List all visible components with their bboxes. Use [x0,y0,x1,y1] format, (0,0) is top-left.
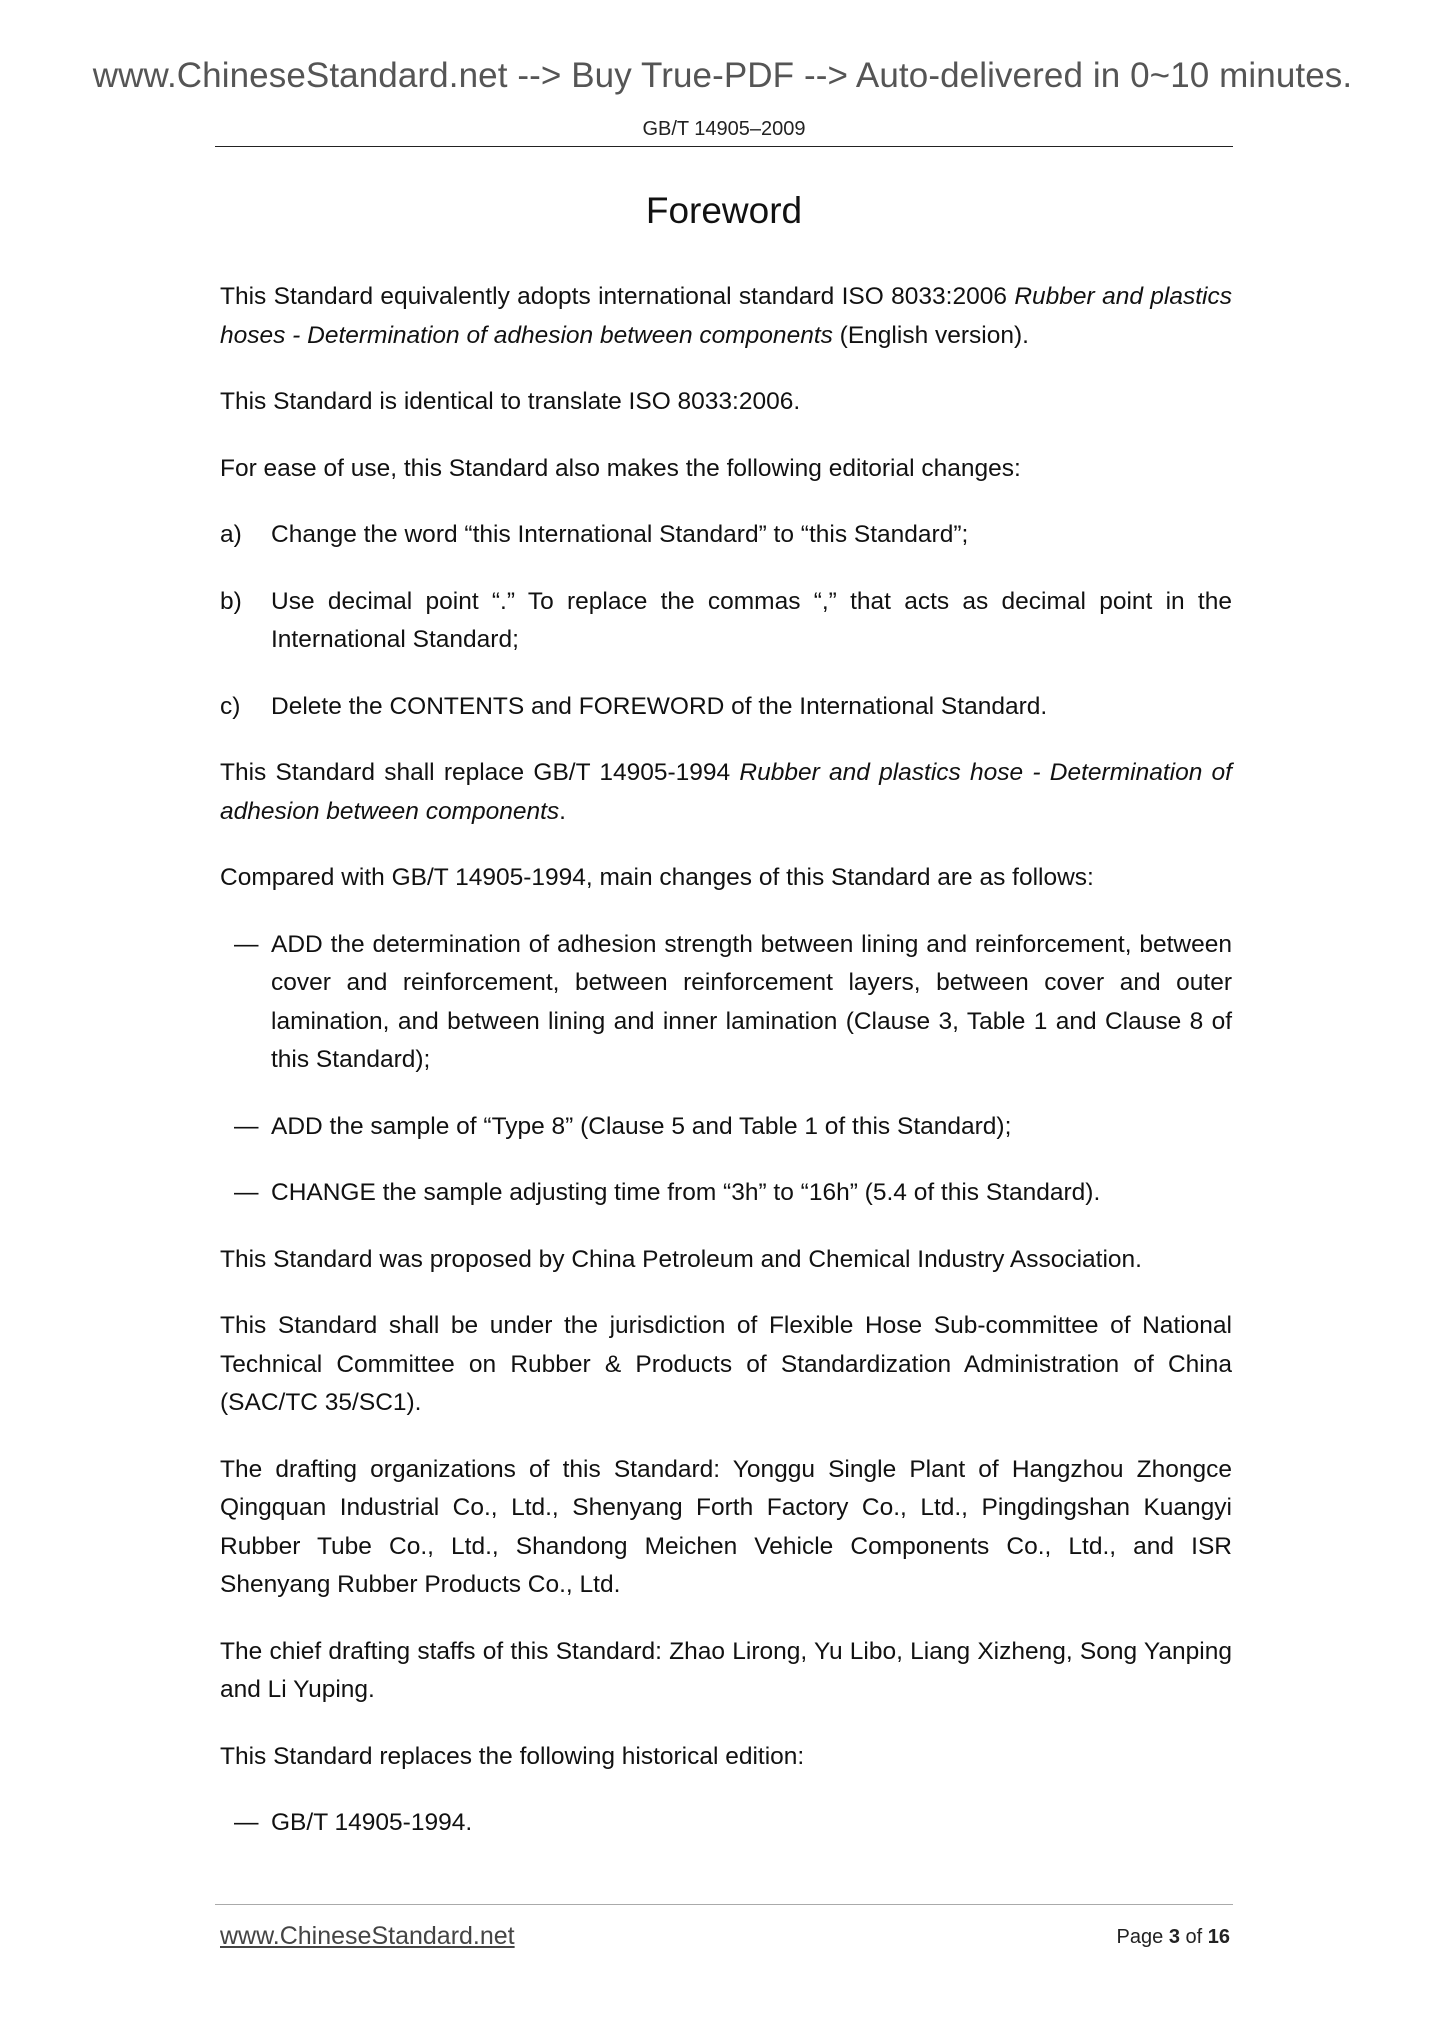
foreword-body [220,278,1232,1871]
list-item-text: ADD the sample of “Type 8” (Clause 5 and Table 1 of this Standard); [271,1112,1012,1140]
main-change-item [234,1108,1232,1147]
dash-marker: — [234,1112,259,1140]
list-item-text: ADD the determination of adhesion strength between lining and reinforcement, between cover and reinforcement, between reinforcement layers, between cover and outer lamination, and between lining and inner lamination (Clause 3, Table 1 and Clause 8 of this Standard); [271,930,1232,1073]
top-banner-link[interactable]: www.ChineseStandard.net --> Buy True-PDF --> Auto-delivered in 0~10 minutes. [92,56,1353,95]
editorial-change-item [220,688,1232,727]
page-title: Foreword [645,190,803,231]
gbt-title-italic: Rubber and plastics hose - Determination of adhesion between components [220,759,1232,825]
paragraph-replacement-text: This Standard shall replace GB/T 14905-1994 [220,759,740,786]
paragraph-drafting-staff: The chief drafting staffs of this Standard: Zhao Lirong, Yu Libo, Liang Xizheng, Song Yanping and Li Yuping. [220,1637,1232,1703]
dash-marker: — [234,1809,259,1836]
paragraph-adoption [220,278,1232,355]
list-item-text: GB/T 14905-1994. [271,1809,473,1836]
document-code-header: GB/T 14905–2009 [642,118,806,140]
page-total: 16 [1207,1926,1230,1948]
paragraph-jurisdiction: This Standard shall be under the jurisdiction of Flexible Hose Sub-committee of National Technical Committee on Rubber & Products of Standardization Administration of China (SAC/TC 35/SC1). [220,1312,1232,1416]
page-number [1117,1926,1230,1949]
main-change-item [234,926,1232,1080]
page-current: 3 [1168,1926,1180,1948]
header-divider [215,146,1233,147]
paragraph-drafting-organizations: The drafting organizations of this Standard: Yonggu Single Plant of Hangzhou Zhongce Qingquan Industrial Co., Ltd., Shenyang Forth Factory Co., Ltd., Pingdingshan Kuangyi Rubber Tube Co., Ltd., Shandong Meichen Vehicle Components Co., Ltd., and ISR Shenyang Rubber Products Co., Ltd. [220,1455,1232,1598]
paragraph-replacement [220,754,1232,831]
editorial-change-item [220,516,1232,555]
paragraph-proposed-by: This Standard was proposed by China Petroleum and Chemical Industry Association. [220,1245,1142,1273]
list-marker: c) [220,692,241,720]
list-item-text: Change the word “this International Standard” to “this Standard”; [271,521,969,548]
paragraph-history-intro: This Standard replaces the following historical edition: [220,1742,805,1770]
main-change-item [234,1174,1232,1213]
paragraph-adoption-suffix: (English version). [832,321,1029,349]
footer-website-link[interactable]: www.ChineseStandard.net [220,1922,515,1950]
paragraph-changes-intro: Compared with GB/T 14905-1994, main changes of this Standard are as follows: [220,864,1094,891]
dash-marker: — [234,1179,259,1206]
paragraph-identical: This Standard is identical to translate ISO 8033:2006. [220,388,801,415]
history-item [234,1804,1232,1843]
list-marker: b) [220,587,242,615]
list-item-text: Use decimal point “.” To replace the commas “,” that acts as decimal point in the International Standard; [271,587,1232,653]
paragraph-editorial-intro: For ease of use, this Standard also makes the following editorial changes: [220,454,1021,482]
editorial-change-item [220,583,1232,660]
paragraph-adoption-text: This Standard equivalently adopts international standard ISO 8033:2006 [220,283,1015,310]
iso-title-italic: Rubber and plastics hoses - Determination of adhesion between components [220,283,1232,349]
list-item-text: Delete the CONTENTS and FOREWORD of the International Standard. [271,692,1048,720]
dash-marker: — [234,930,259,958]
page-label: Page [1116,1926,1164,1948]
page-of-label: of [1185,1926,1203,1948]
list-item-text: CHANGE the sample adjusting time from “3h” to “16h” (5.4 of this Standard). [271,1179,1101,1206]
paragraph-replacement-suffix: . [559,797,566,825]
footer-divider [215,1904,1233,1905]
list-marker: a) [220,521,242,548]
